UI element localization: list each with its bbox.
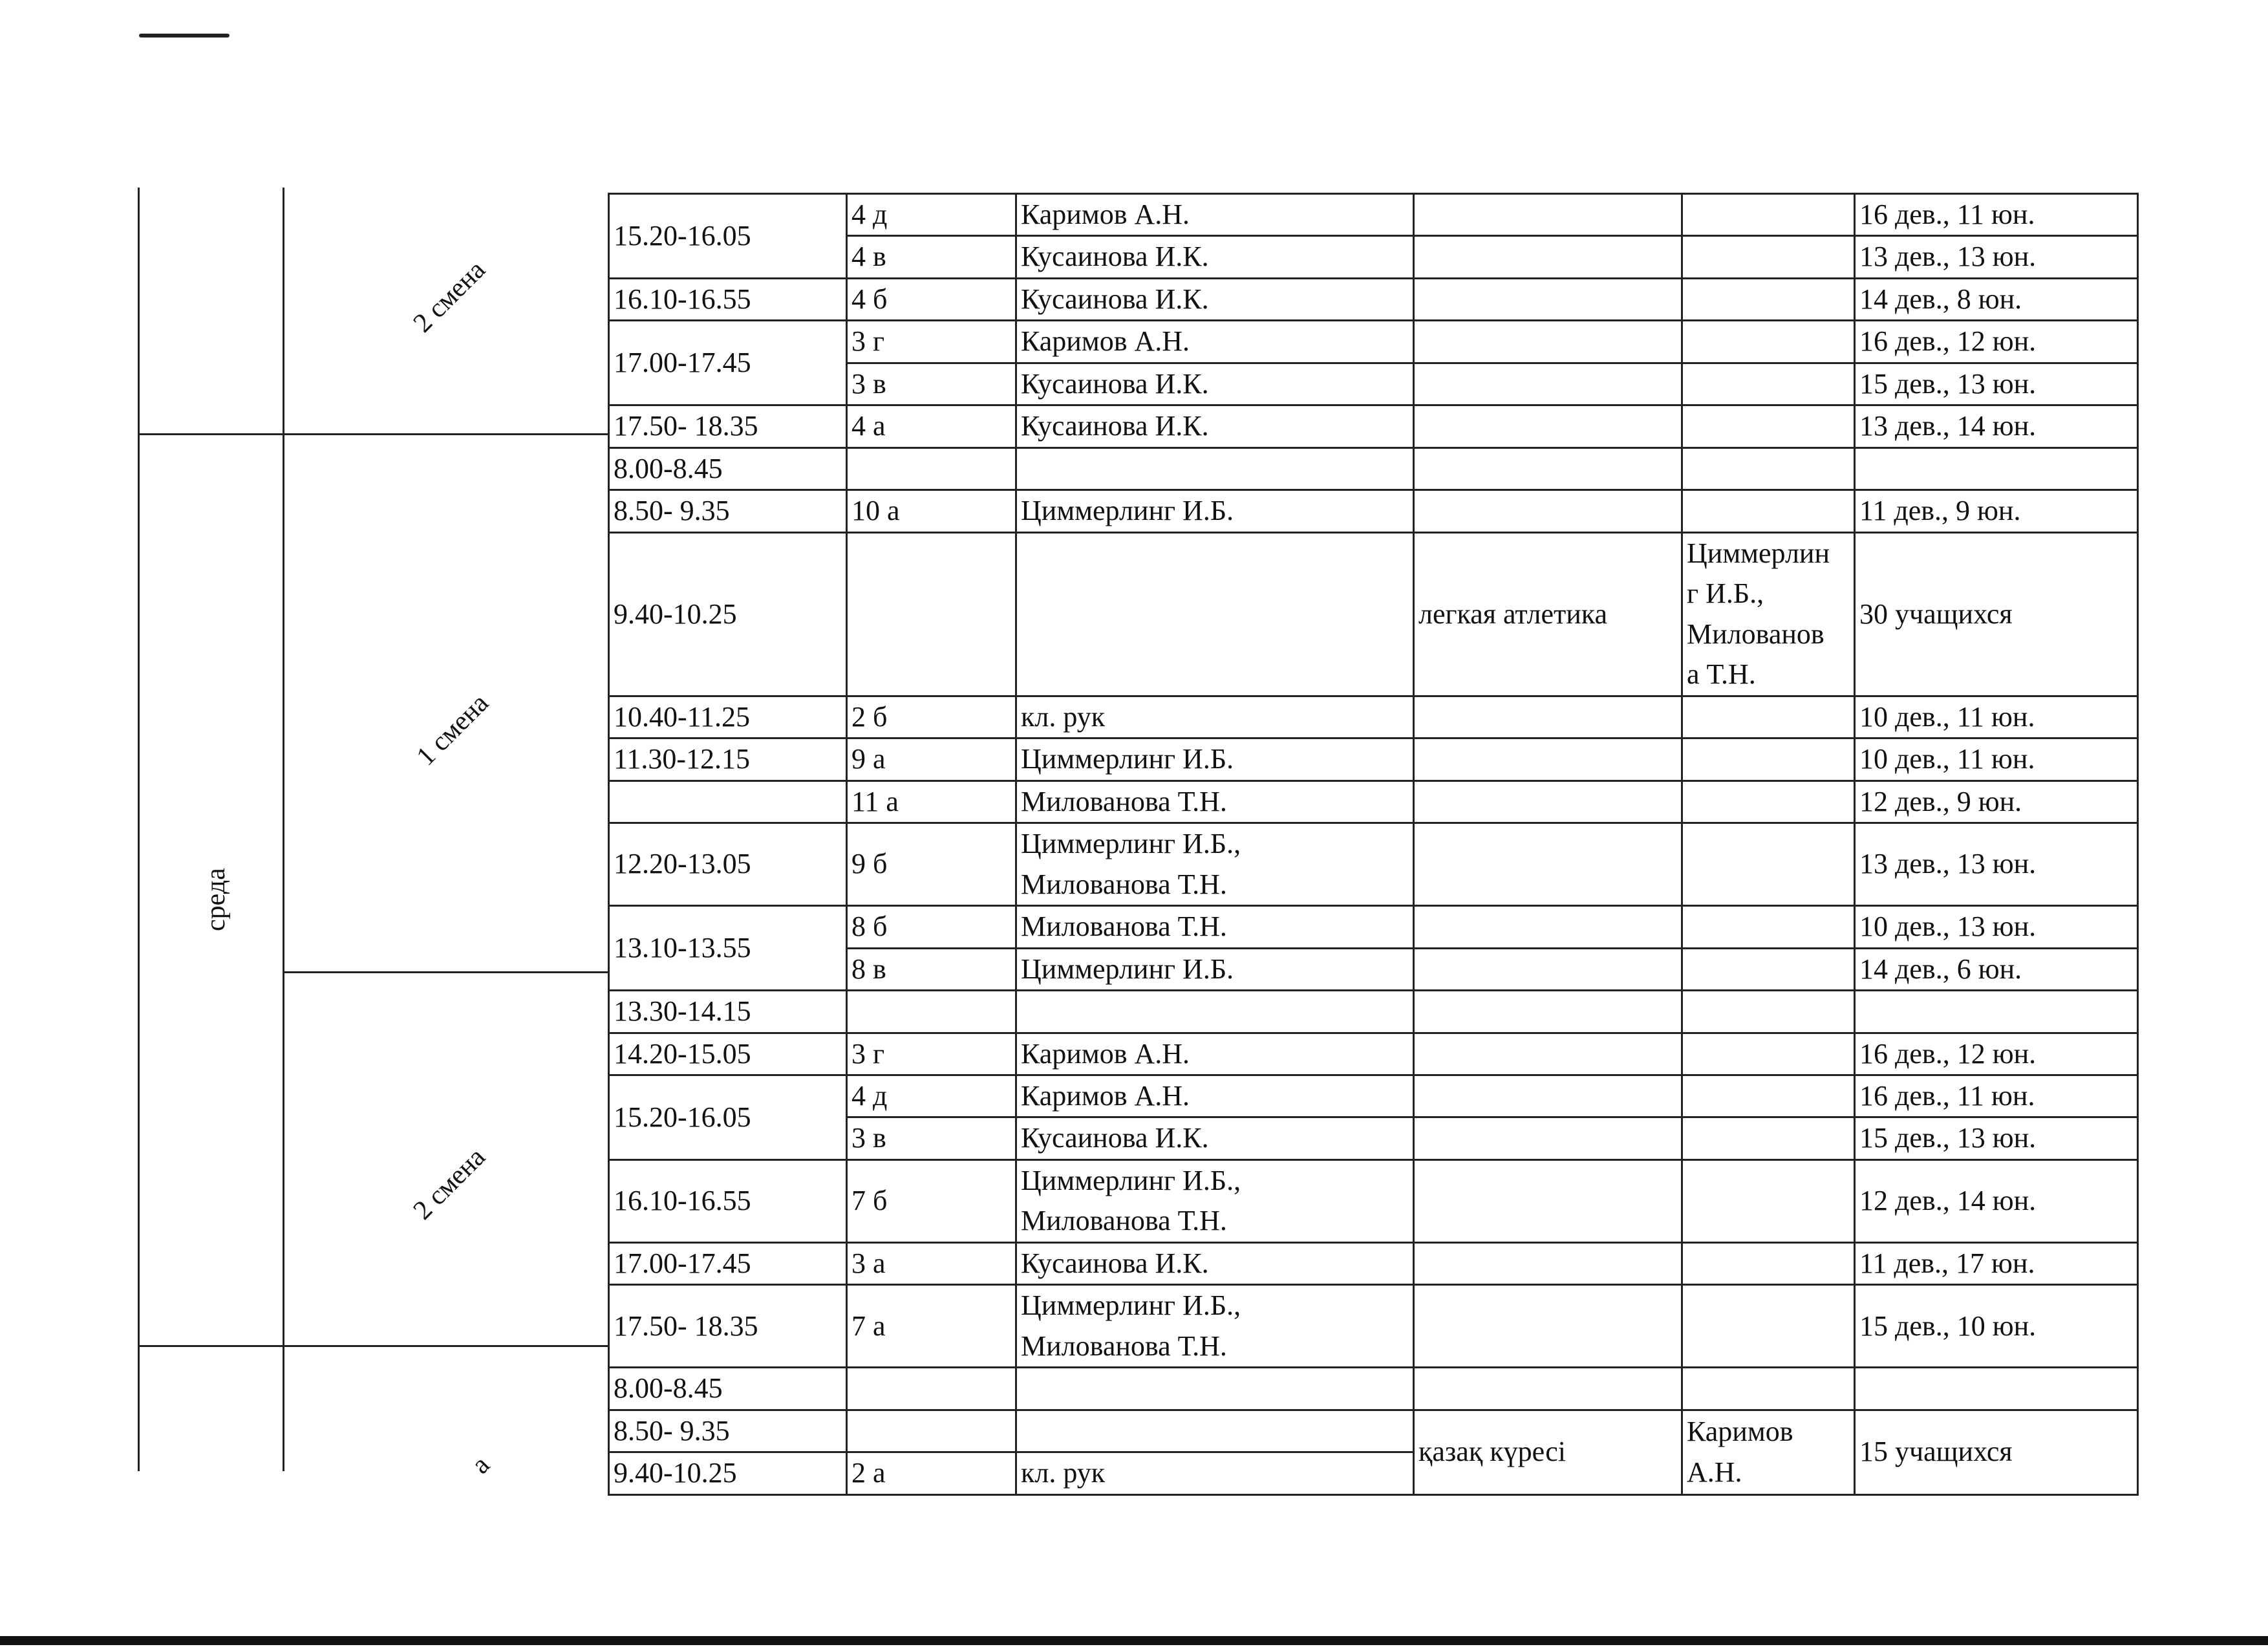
table-row xyxy=(609,1368,2138,1410)
time-cell: 17.00-17.45 xyxy=(609,321,847,405)
coach-cell xyxy=(1682,1075,1855,1117)
time-cell: 17.50- 18.35 xyxy=(609,1285,847,1368)
activity-cell xyxy=(1414,696,1682,738)
teacher-cell: Кусаинова И.К. xyxy=(1016,405,1414,447)
table-row xyxy=(609,1242,2138,1284)
coach-cell xyxy=(1682,321,1855,363)
teacher-cell: Кусаинова И.К. xyxy=(1016,236,1414,278)
table-row xyxy=(609,1410,2138,1452)
class-cell xyxy=(847,532,1016,696)
time-cell: 16.10-16.55 xyxy=(609,1159,847,1242)
table-row xyxy=(609,278,2138,320)
time-cell: 15.20-16.05 xyxy=(609,1075,847,1159)
class-cell: 4 б xyxy=(847,278,1016,320)
class-cell: 9 б xyxy=(847,823,1016,906)
class-cell: 2 а xyxy=(847,1452,1016,1494)
activity-cell xyxy=(1414,1285,1682,1368)
table-row xyxy=(609,1033,2138,1075)
activity-cell xyxy=(1414,948,1682,990)
activity-cell xyxy=(1414,991,1682,1033)
activity-cell xyxy=(1414,781,1682,823)
time-cell: 13.30-14.15 xyxy=(609,991,847,1033)
class-cell xyxy=(847,991,1016,1033)
students-cell: 15 дев., 13 юн. xyxy=(1855,1117,2138,1159)
table-row xyxy=(609,991,2138,1033)
table-row xyxy=(609,781,2138,823)
shift-label-1: 1 смена xyxy=(411,688,495,772)
teacher-cell xyxy=(1016,1368,1414,1410)
students-cell: 10 дев., 13 юн. xyxy=(1855,906,2138,948)
teacher-cell: Циммерлинг И.Б., Милованова Т.Н. xyxy=(1016,823,1414,906)
time-cell: 9.40-10.25 xyxy=(609,532,847,696)
class-cell: 2 б xyxy=(847,696,1016,738)
time-cell: 8.50- 9.35 xyxy=(609,490,847,532)
class-cell: 3 г xyxy=(847,321,1016,363)
table-row xyxy=(609,1285,2138,1368)
activity-cell xyxy=(1414,1033,1682,1075)
time-cell: 10.40-11.25 xyxy=(609,696,847,738)
time-cell: 8.00-8.45 xyxy=(609,1368,847,1410)
activity-cell xyxy=(1414,194,1682,236)
teacher-cell: Каримов А.Н. xyxy=(1016,1075,1414,1117)
left-border-line xyxy=(138,188,140,1471)
students-cell: 13 дев., 13 юн. xyxy=(1855,236,2138,278)
teacher-cell xyxy=(1016,447,1414,490)
shift-label-cut: а xyxy=(465,1450,496,1480)
activity-cell xyxy=(1414,447,1682,490)
time-cell: 15.20-16.05 xyxy=(609,194,847,279)
students-cell: 11 дев., 17 юн. xyxy=(1855,1242,2138,1284)
table-row xyxy=(609,490,2138,532)
class-cell: 3 в xyxy=(847,1117,1016,1159)
coach-cell xyxy=(1682,948,1855,990)
coach-cell xyxy=(1682,781,1855,823)
class-cell: 4 д xyxy=(847,194,1016,236)
teacher-cell: кл. рук xyxy=(1016,1452,1414,1494)
students-cell: 13 дев., 13 юн. xyxy=(1855,823,2138,906)
activity-cell: легкая атлетика xyxy=(1414,532,1682,696)
class-cell xyxy=(847,447,1016,490)
day-label-wednesday: среда xyxy=(201,868,231,931)
teacher-cell: Циммерлинг И.Б. xyxy=(1016,738,1414,781)
time-cell: 8.00-8.45 xyxy=(609,447,847,490)
time-cell: 14.20-15.05 xyxy=(609,1033,847,1075)
teacher-cell xyxy=(1016,532,1414,696)
coach-cell xyxy=(1682,194,1855,236)
coach-cell: Каримов А.Н. xyxy=(1682,1410,1855,1494)
class-cell: 3 г xyxy=(847,1033,1016,1075)
coach-cell xyxy=(1682,363,1855,405)
time-cell: 12.20-13.05 xyxy=(609,823,847,906)
class-cell: 11 а xyxy=(847,781,1016,823)
coach-cell xyxy=(1682,1117,1855,1159)
table-row xyxy=(609,194,2138,236)
teacher-cell: Циммерлинг И.Б., Милованова Т.Н. xyxy=(1016,1159,1414,1242)
students-cell: 15 дев., 13 юн. xyxy=(1855,363,2138,405)
students-cell: 10 дев., 11 юн. xyxy=(1855,738,2138,781)
time-cell: 9.40-10.25 xyxy=(609,1452,847,1494)
teacher-cell: Кусаинова И.К. xyxy=(1016,1117,1414,1159)
table-row xyxy=(609,1075,2138,1117)
teacher-cell xyxy=(1016,991,1414,1033)
coach-cell: Циммерлин г И.Б., Милованов а Т.Н. xyxy=(1682,532,1855,696)
activity-cell xyxy=(1414,738,1682,781)
separator-shift1-shift2 xyxy=(283,971,608,973)
students-cell: 14 дев., 8 юн. xyxy=(1855,278,2138,320)
teacher-cell: Циммерлинг И.Б. xyxy=(1016,490,1414,532)
teacher-cell: Каримов А.Н. xyxy=(1016,321,1414,363)
activity-cell xyxy=(1414,1075,1682,1117)
class-cell: 8 б xyxy=(847,906,1016,948)
schedule-table xyxy=(608,193,2139,1496)
activity-cell: қазақ күресі xyxy=(1414,1410,1682,1494)
shift-label-2-top: 2 смена xyxy=(407,255,491,339)
shift-column-line xyxy=(283,188,284,1471)
teacher-cell: Циммерлинг И.Б., Милованова Т.Н. xyxy=(1016,1285,1414,1368)
teacher-cell: Кусаинова И.К. xyxy=(1016,1242,1414,1284)
students-cell: 10 дев., 11 юн. xyxy=(1855,696,2138,738)
class-cell xyxy=(847,1410,1016,1452)
activity-cell xyxy=(1414,1159,1682,1242)
coach-cell xyxy=(1682,490,1855,532)
coach-cell xyxy=(1682,906,1855,948)
coach-cell xyxy=(1682,823,1855,906)
students-cell xyxy=(1855,447,2138,490)
class-cell xyxy=(847,1368,1016,1410)
students-cell xyxy=(1855,991,2138,1033)
time-cell: 8.50- 9.35 xyxy=(609,1410,847,1452)
teacher-cell: Кусаинова И.К. xyxy=(1016,363,1414,405)
class-cell: 7 б xyxy=(847,1159,1016,1242)
table-row xyxy=(609,696,2138,738)
table-row xyxy=(609,405,2138,447)
students-cell: 15 учащихся xyxy=(1855,1410,2138,1494)
activity-cell xyxy=(1414,1242,1682,1284)
activity-cell xyxy=(1414,1117,1682,1159)
class-cell: 9 а xyxy=(847,738,1016,781)
teacher-cell: кл. рук xyxy=(1016,696,1414,738)
activity-cell xyxy=(1414,823,1682,906)
students-cell: 16 дев., 12 юн. xyxy=(1855,1033,2138,1075)
table-row xyxy=(609,823,2138,906)
activity-cell xyxy=(1414,321,1682,363)
students-cell: 12 дев., 14 юн. xyxy=(1855,1159,2138,1242)
activity-cell xyxy=(1414,490,1682,532)
students-cell: 13 дев., 14 юн. xyxy=(1855,405,2138,447)
class-cell: 8 в xyxy=(847,948,1016,990)
coach-cell xyxy=(1682,1285,1855,1368)
coach-cell xyxy=(1682,1242,1855,1284)
class-cell: 4 д xyxy=(847,1075,1016,1117)
students-cell: 16 дев., 11 юн. xyxy=(1855,1075,2138,1117)
students-cell: 16 дев., 11 юн. xyxy=(1855,194,2138,236)
students-cell xyxy=(1855,1368,2138,1410)
class-cell: 4 а xyxy=(847,405,1016,447)
class-cell: 7 а xyxy=(847,1285,1016,1368)
bottom-scan-edge xyxy=(0,1636,2268,1645)
teacher-cell: Кусаинова И.К. xyxy=(1016,278,1414,320)
activity-cell xyxy=(1414,236,1682,278)
table-row xyxy=(609,738,2138,781)
time-cell: 17.00-17.45 xyxy=(609,1242,847,1284)
students-cell: 16 дев., 12 юн. xyxy=(1855,321,2138,363)
coach-cell xyxy=(1682,1368,1855,1410)
students-cell: 11 дев., 9 юн. xyxy=(1855,490,2138,532)
table-row xyxy=(609,321,2138,363)
teacher-cell xyxy=(1016,1410,1414,1452)
class-cell: 4 в xyxy=(847,236,1016,278)
coach-cell xyxy=(1682,405,1855,447)
teacher-cell: Циммерлинг И.Б. xyxy=(1016,948,1414,990)
coach-cell xyxy=(1682,278,1855,320)
teacher-cell: Милованова Т.Н. xyxy=(1016,906,1414,948)
coach-cell xyxy=(1682,447,1855,490)
coach-cell xyxy=(1682,1159,1855,1242)
table-row xyxy=(609,906,2138,948)
teacher-cell: Каримов А.Н. xyxy=(1016,1033,1414,1075)
coach-cell xyxy=(1682,738,1855,781)
shift-label-2-mid: 2 смена xyxy=(407,1142,491,1226)
coach-cell xyxy=(1682,236,1855,278)
activity-cell xyxy=(1414,278,1682,320)
activity-cell xyxy=(1414,363,1682,405)
activity-cell xyxy=(1414,906,1682,948)
separator-wednesday-thursday xyxy=(138,1345,608,1347)
table-row xyxy=(609,532,2138,696)
time-cell xyxy=(609,781,847,823)
coach-cell xyxy=(1682,991,1855,1033)
time-cell: 16.10-16.55 xyxy=(609,278,847,320)
class-cell: 3 в xyxy=(847,363,1016,405)
activity-cell xyxy=(1414,1368,1682,1410)
coach-cell xyxy=(1682,1033,1855,1075)
table-row xyxy=(609,447,2138,490)
coach-cell xyxy=(1682,696,1855,738)
teacher-cell: Милованова Т.Н. xyxy=(1016,781,1414,823)
scan-artifact-mark xyxy=(139,34,230,38)
time-cell: 17.50- 18.35 xyxy=(609,405,847,447)
activity-cell xyxy=(1414,405,1682,447)
students-cell: 30 учащихся xyxy=(1855,532,2138,696)
students-cell: 15 дев., 10 юн. xyxy=(1855,1285,2138,1368)
separator-tuesday-wednesday xyxy=(138,433,608,435)
table-row xyxy=(609,1159,2138,1242)
class-cell: 3 а xyxy=(847,1242,1016,1284)
time-cell: 11.30-12.15 xyxy=(609,738,847,781)
class-cell: 10 а xyxy=(847,490,1016,532)
students-cell: 14 дев., 6 юн. xyxy=(1855,948,2138,990)
students-cell: 12 дев., 9 юн. xyxy=(1855,781,2138,823)
teacher-cell: Каримов А.Н. xyxy=(1016,194,1414,236)
time-cell: 13.10-13.55 xyxy=(609,906,847,991)
